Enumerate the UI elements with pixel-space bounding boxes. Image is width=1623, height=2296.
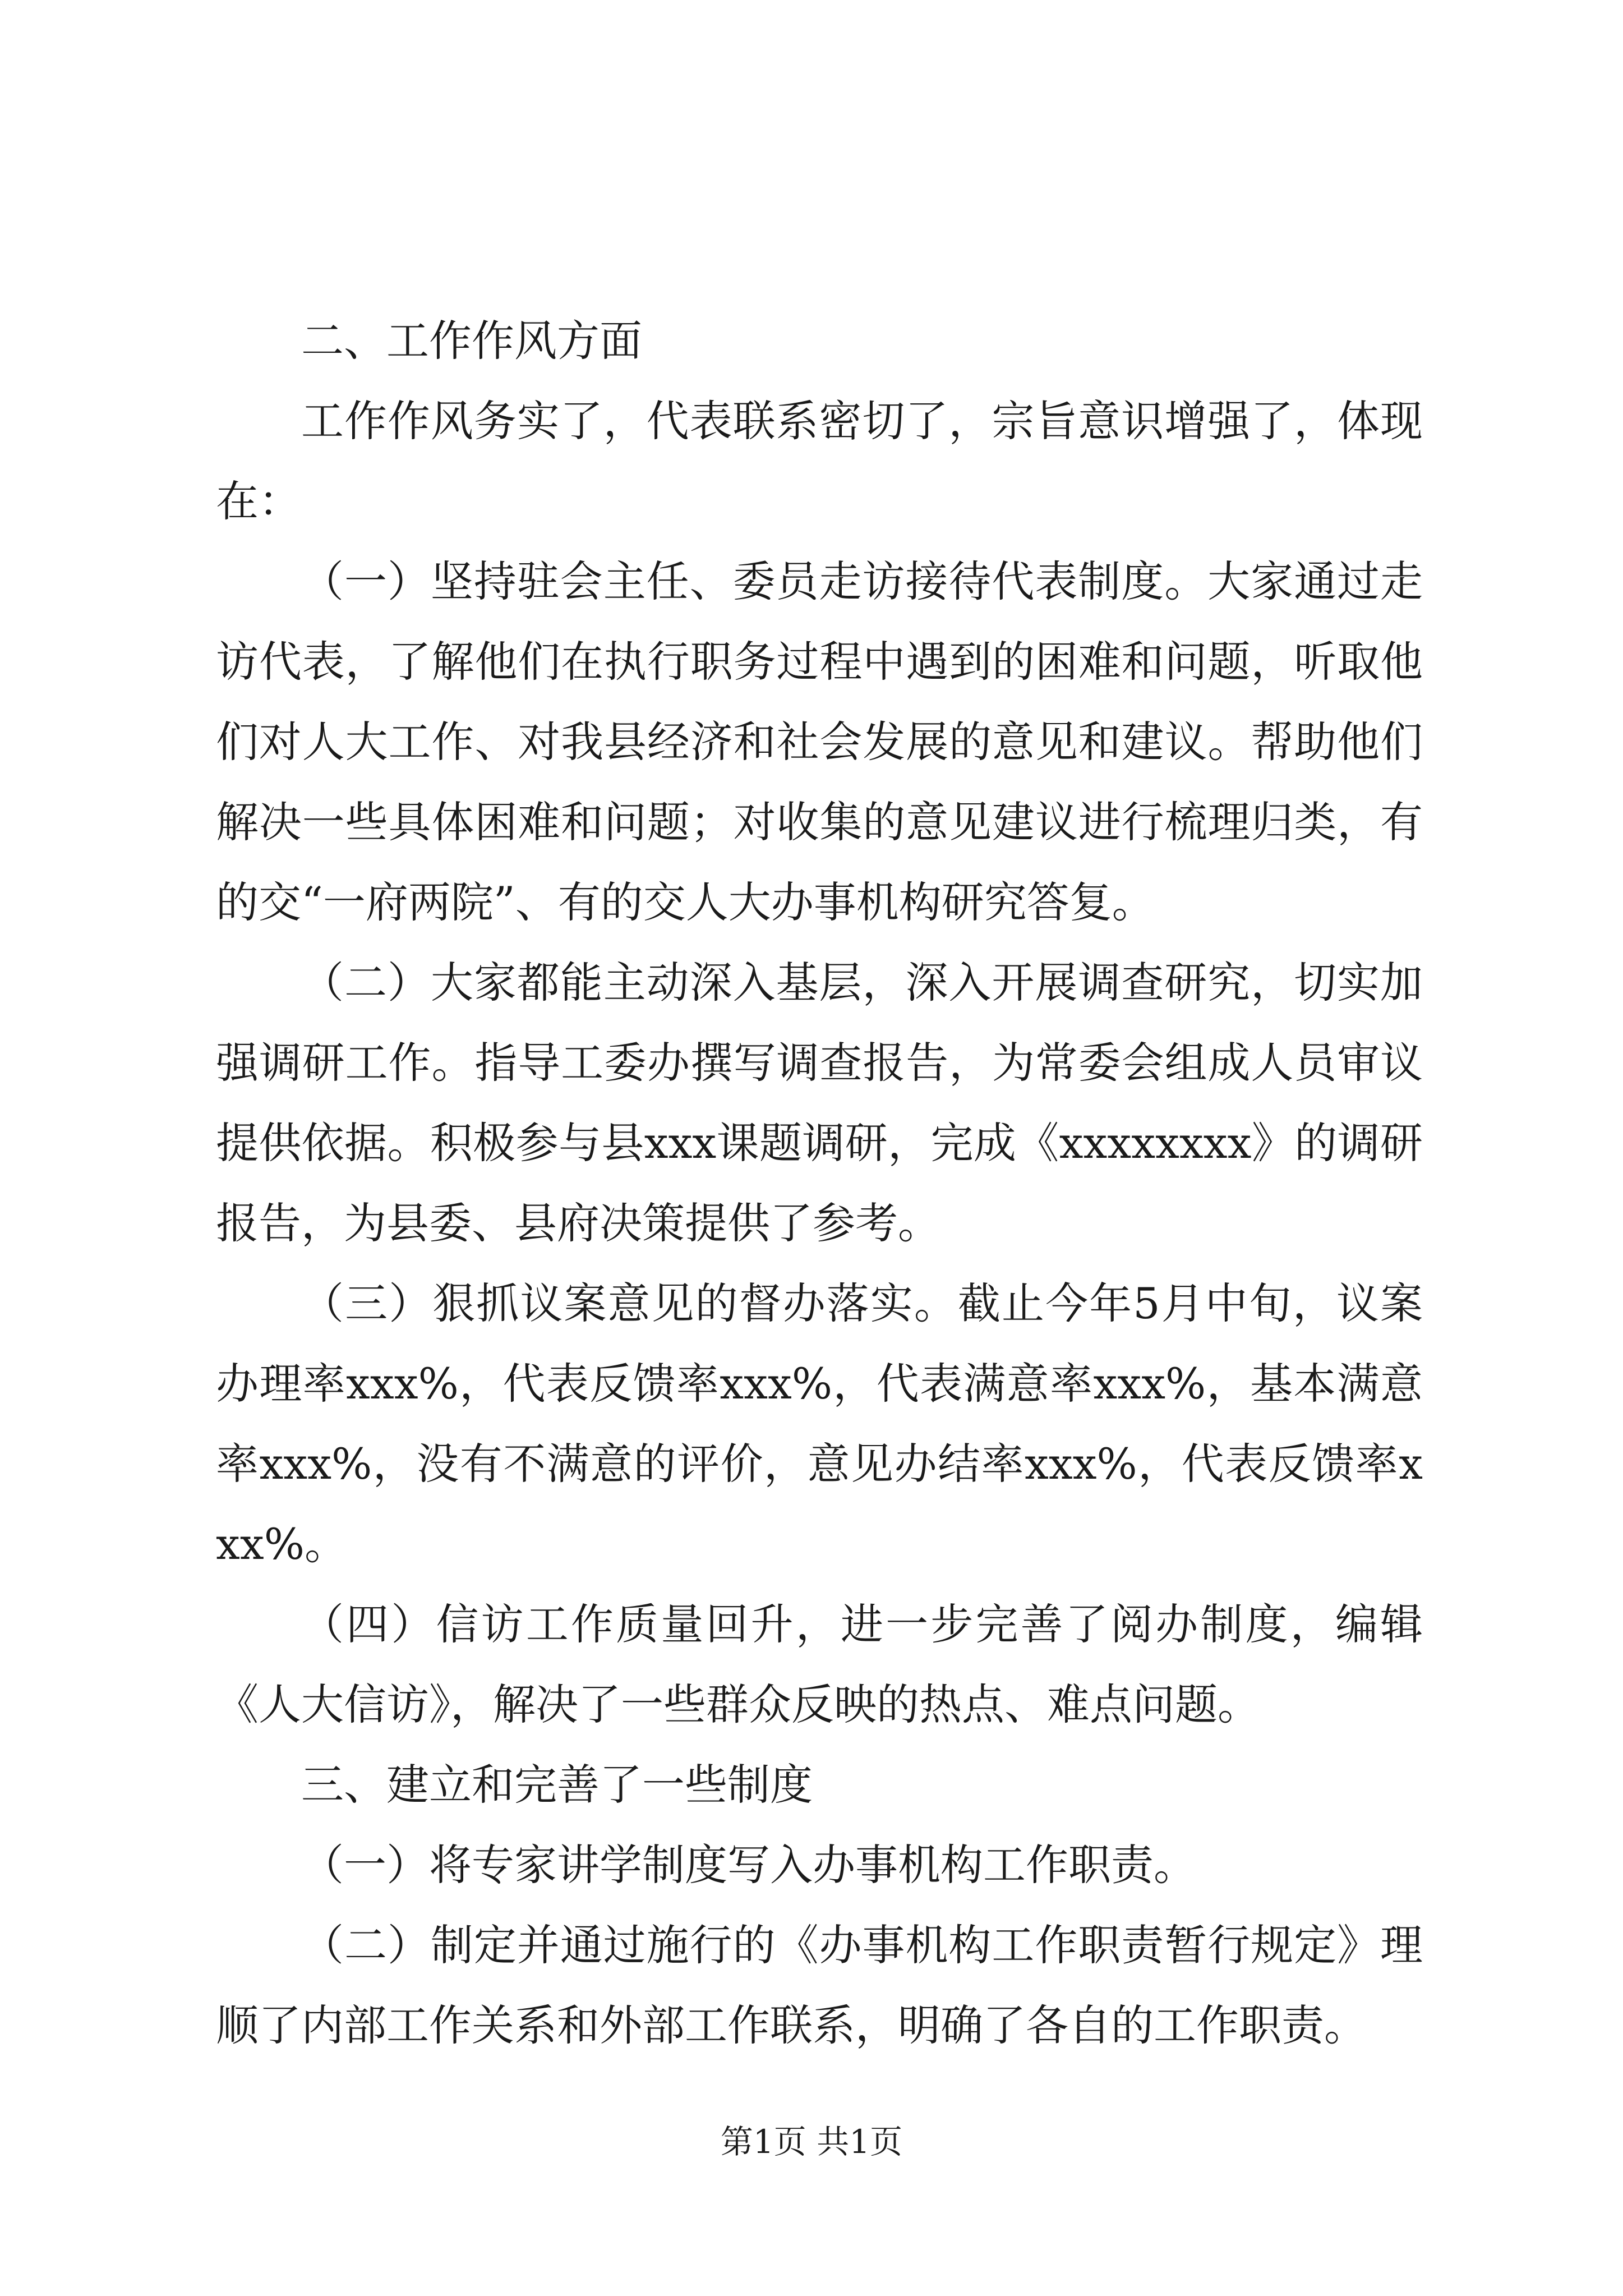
section-heading-work-style: 二、工作作风方面 (301, 316, 642, 366)
page-number-label: 第1页 共1页 (720, 2123, 903, 2161)
paragraph-item-3: （三）狠抓议案意见的督办落实。截止今年5月中旬，议案办理率xxx%，代表反馈率xxx%，代表满意率xxx%，基本满意率xxx%，没有不满意的评价，意见办结率xxx%，代表反馈率xxx%。 (216, 1278, 1423, 1569)
paragraph-system-2: （二）制定并通过施行的《办事机构工作职责暂行规定》理顺了内部工作关系和外部工作联系，明确了各自的工作职责。 (216, 1920, 1423, 2050)
page-footer (0, 2119, 1623, 2164)
section-heading-systems: 三、建立和完善了一些制度 (301, 1760, 813, 1810)
paragraph-item-2: （二）大家都能主动深入基层，深入开展调查研究，切实加强调研工作。指导工委办撰写调查报告，为常委会组成人员审议提供依据。积极参与县xxx课题调研，完成《xxxxxxxx》的调研报告，为县委、县府决策提供了参考。 (216, 958, 1423, 1248)
paragraph-intro: 工作作风务实了，代表联系密切了，宗旨意识增强了，体现在： (216, 396, 1423, 526)
document-body (216, 301, 1423, 2065)
paragraph-item-1: （一）坚持驻会主任、委员走访接待代表制度。大家通过走访代表，了解他们在执行职务过程中遇到的困难和问题，听取他们对人大工作、对我县经济和社会发展的意见和建议。帮助他们解决一些具体困难和问题；对收集的意见建议进行梳理归类，有的交“一府两院”、有的交人大办事机构研究答复。 (216, 556, 1423, 927)
paragraph-item-4: （四）信访工作质量回升，进一步完善了阅办制度，编辑《人大信访》，解决了一些群众反映的热点、难点问题。 (216, 1599, 1423, 1729)
paragraph-system-1: （一）将专家讲学制度写入办事机构工作职责。 (301, 1840, 1196, 1890)
